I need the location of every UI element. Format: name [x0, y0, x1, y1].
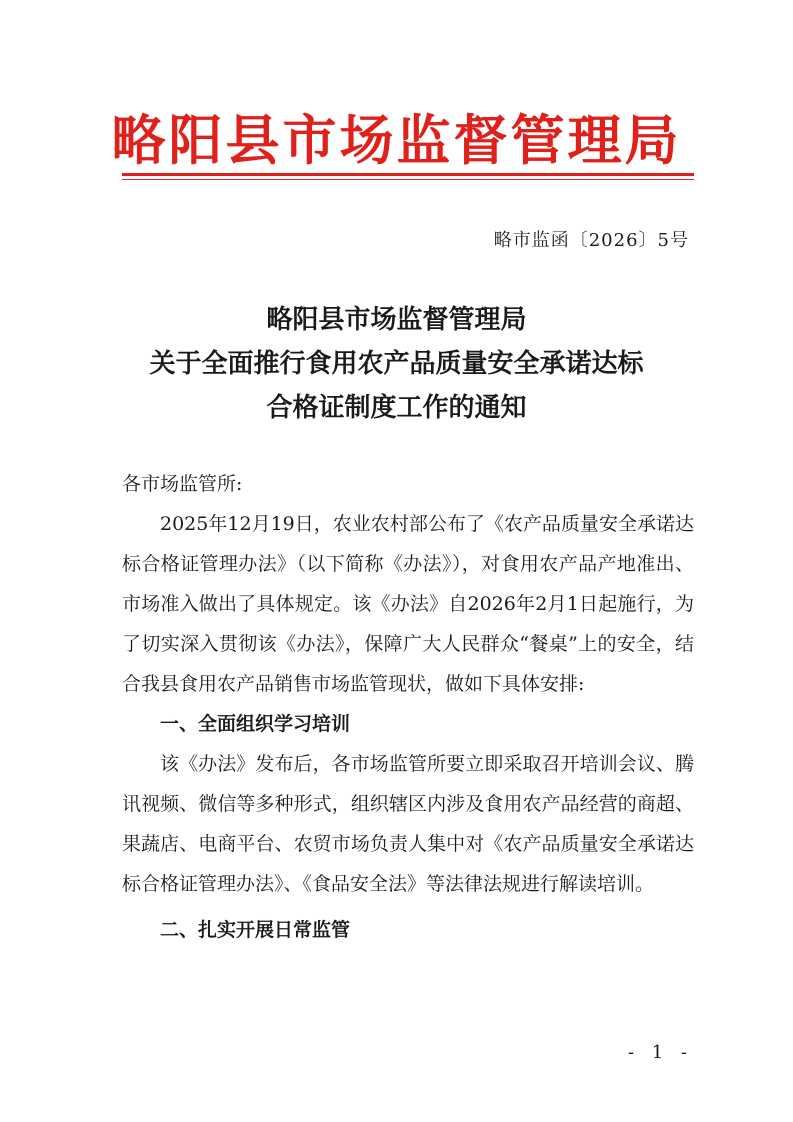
- document-title: [0, 298, 793, 430]
- letterhead-rule-thin: [122, 179, 694, 180]
- page-number: - 1 -: [627, 1042, 693, 1063]
- section-1-paragraph: 该《办法》发布后，各市场监管所要立即采取召开培训会议、腾讯视频、微信等多种形式，组织辖区内涉及食用农产品经营的商超、果蔬店、电商平台、农贸市场负责人集中对《农产品质量安全承诺达标合格证管理办法》、《食品安全法》等法律法规进行解读培训。: [122, 753, 694, 895]
- title-line-1: 略阳县市场监督管理局: [266, 305, 527, 335]
- section-2-heading: 二、扎实开展日常监管: [160, 919, 351, 941]
- agency-letterhead: 略阳县市场监督管理局: [111, 108, 682, 172]
- document-body: [122, 464, 694, 950]
- section-1-heading: 一、全面组织学习培训: [160, 713, 351, 735]
- title-line-2: 关于全面推行食用农产品质量安全承诺达标: [149, 349, 644, 379]
- document-number: 略市监函〔2026〕5号: [493, 230, 689, 251]
- title-line-3: 合格证制度工作的通知: [266, 393, 527, 423]
- intro-paragraph: 2025年12月19日，农业农村部公布了《农产品质量安全承诺达标合格证管理办法》（以下简称《办法》），对食用农产品产地准出、市场准入做出了具体规定。该《办法》自2026年2月1日起施行，为了切实深入贯彻该《办法》，保障广大人民群众“餐桌”上的安全，结合我县食用农产品销售市场监管现状，做如下具体安排:: [122, 513, 694, 695]
- salutation: 各市场监管所:: [122, 473, 243, 495]
- letterhead-rule-thick: [122, 173, 694, 176]
